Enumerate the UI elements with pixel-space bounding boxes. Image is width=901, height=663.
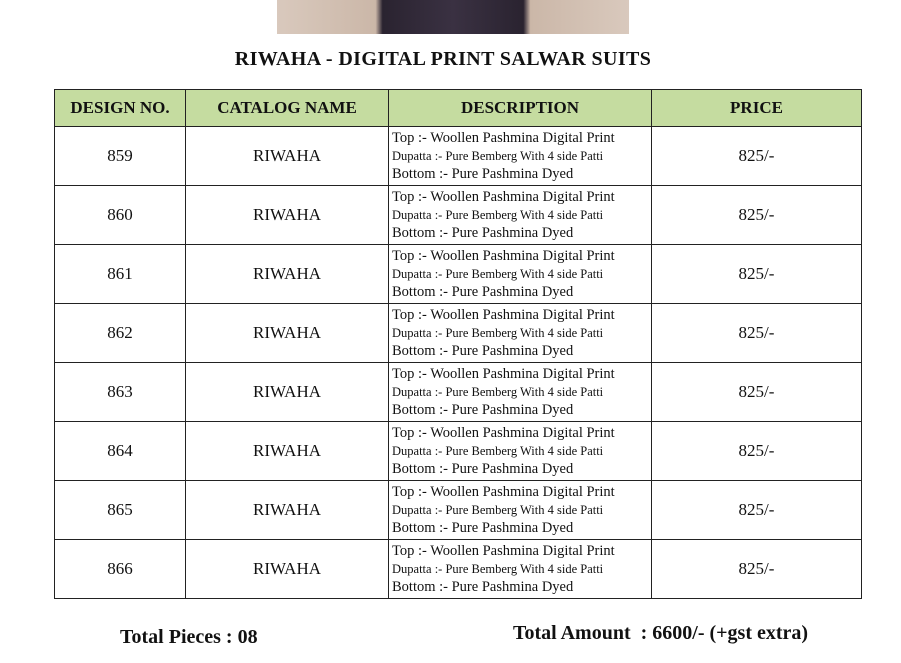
- description-cell: [389, 127, 652, 186]
- catalog-name-cell: RIWAHA: [186, 127, 389, 186]
- description-dupatta: Dupatta :- Pure Bemberg With 4 side Patti: [392, 385, 604, 399]
- description-top: Top :- Woollen Pashmina Digital Print: [392, 248, 615, 264]
- price-cell: 825/-: [652, 245, 862, 304]
- description-cell: [389, 540, 652, 599]
- table-row: [55, 422, 862, 481]
- description-bottom: Bottom :- Pure Pashmina Dyed: [392, 166, 574, 182]
- description-top: Top :- Woollen Pashmina Digital Print: [392, 307, 615, 323]
- description-dupatta: Dupatta :- Pure Bemberg With 4 side Patti: [392, 267, 604, 281]
- description-bottom: Bottom :- Pure Pashmina Dyed: [392, 225, 574, 241]
- description-top: Top :- Woollen Pashmina Digital Print: [392, 425, 615, 441]
- price-cell: 825/-: [652, 422, 862, 481]
- price-cell: 825/-: [652, 540, 862, 599]
- table-row: [55, 127, 862, 186]
- description-dupatta: Dupatta :- Pure Bemberg With 4 side Patti: [392, 149, 604, 163]
- design-no-cell: 860: [55, 186, 186, 245]
- catalog-name-cell: RIWAHA: [186, 245, 389, 304]
- description-cell: [389, 186, 652, 245]
- description-top: Top :- Woollen Pashmina Digital Print: [392, 189, 615, 205]
- table-row: [55, 245, 862, 304]
- table-row: [55, 304, 862, 363]
- price-cell: 825/-: [652, 186, 862, 245]
- description-bottom: Bottom :- Pure Pashmina Dyed: [392, 343, 574, 359]
- page-title: RIWAHA - DIGITAL PRINT SALWAR SUITS: [234, 48, 652, 70]
- design-no-cell: 862: [55, 304, 186, 363]
- product-photo-strip: [277, 0, 629, 34]
- catalog-name-cell: RIWAHA: [186, 540, 389, 599]
- total-amount: Total Amount : 6600/- (+gst extra): [513, 622, 809, 644]
- description-dupatta: Dupatta :- Pure Bemberg With 4 side Patti: [392, 562, 604, 576]
- catalog-table: [54, 89, 862, 599]
- header-price: PRICE: [652, 90, 862, 127]
- description-cell: [389, 481, 652, 540]
- description-cell: [389, 363, 652, 422]
- description-dupatta: Dupatta :- Pure Bemberg With 4 side Patti: [392, 208, 604, 222]
- price-cell: 825/-: [652, 127, 862, 186]
- description-bottom: Bottom :- Pure Pashmina Dyed: [392, 284, 574, 300]
- description-top: Top :- Woollen Pashmina Digital Print: [392, 543, 615, 559]
- price-cell: 825/-: [652, 304, 862, 363]
- design-no-cell: 863: [55, 363, 186, 422]
- catalog-name-cell: RIWAHA: [186, 186, 389, 245]
- description-cell: [389, 304, 652, 363]
- design-no-cell: 865: [55, 481, 186, 540]
- design-no-cell: 866: [55, 540, 186, 599]
- description-top: Top :- Woollen Pashmina Digital Print: [392, 366, 615, 382]
- table-header-row: [55, 90, 862, 127]
- price-cell: 825/-: [652, 481, 862, 540]
- description-bottom: Bottom :- Pure Pashmina Dyed: [392, 402, 574, 418]
- total-pieces: Total Pieces : 08: [120, 626, 258, 648]
- table-row: [55, 540, 862, 599]
- description-bottom: Bottom :- Pure Pashmina Dyed: [392, 579, 574, 595]
- description-bottom: Bottom :- Pure Pashmina Dyed: [392, 461, 574, 477]
- description-top: Top :- Woollen Pashmina Digital Print: [392, 130, 615, 146]
- description-dupatta: Dupatta :- Pure Bemberg With 4 side Patti: [392, 326, 604, 340]
- description-top: Top :- Woollen Pashmina Digital Print: [392, 484, 615, 500]
- description-cell: [389, 422, 652, 481]
- table-row: [55, 186, 862, 245]
- design-no-cell: 861: [55, 245, 186, 304]
- header-design-no: DESIGN NO.: [55, 90, 186, 127]
- design-no-cell: 859: [55, 127, 186, 186]
- description-dupatta: Dupatta :- Pure Bemberg With 4 side Patti: [392, 503, 604, 517]
- design-no-cell: 864: [55, 422, 186, 481]
- catalog-name-cell: RIWAHA: [186, 422, 389, 481]
- description-cell: [389, 245, 652, 304]
- description-dupatta: Dupatta :- Pure Bemberg With 4 side Patti: [392, 444, 604, 458]
- catalog-name-cell: RIWAHA: [186, 363, 389, 422]
- header-description: DESCRIPTION: [389, 90, 652, 127]
- table-row: [55, 481, 862, 540]
- header-catalog-name: CATALOG NAME: [186, 90, 389, 127]
- price-cell: 825/-: [652, 363, 862, 422]
- table-row: [55, 363, 862, 422]
- catalog-name-cell: RIWAHA: [186, 304, 389, 363]
- catalog-name-cell: RIWAHA: [186, 481, 389, 540]
- description-bottom: Bottom :- Pure Pashmina Dyed: [392, 520, 574, 536]
